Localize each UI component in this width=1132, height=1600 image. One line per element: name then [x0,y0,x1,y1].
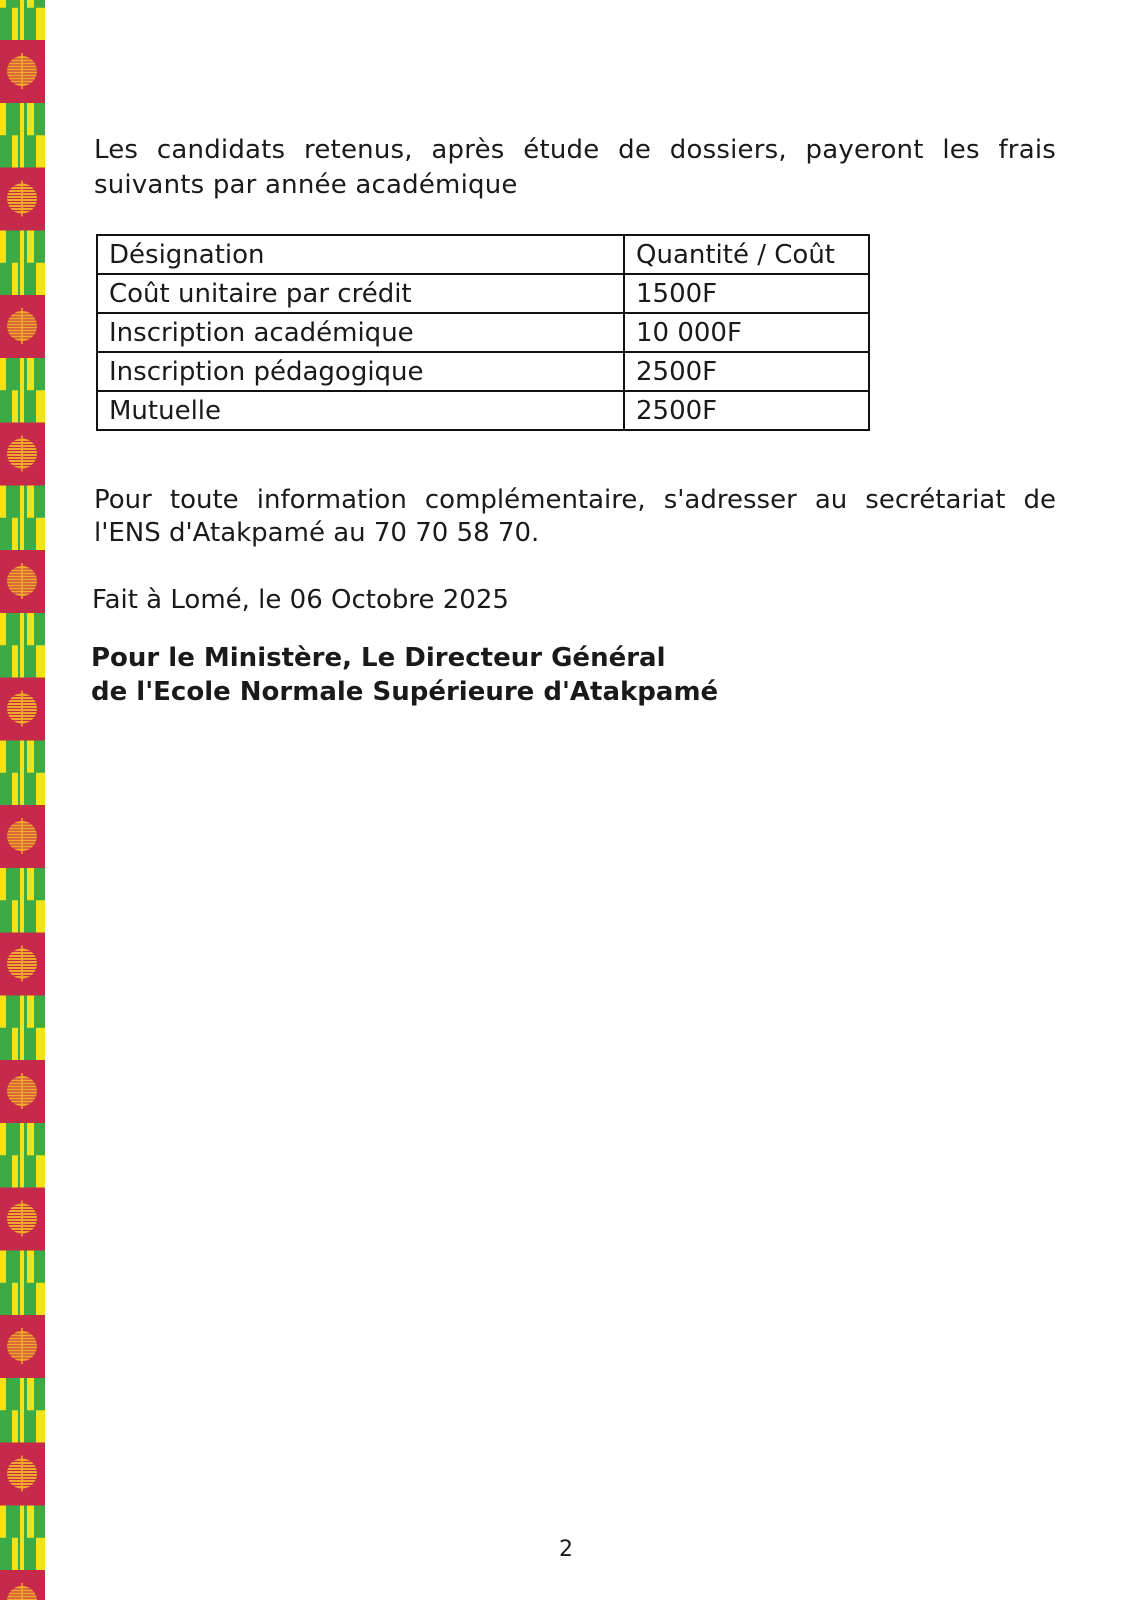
fee-amount: 10 000F [624,313,869,352]
fee-designation: Mutuelle [97,391,624,430]
table-row [97,352,869,391]
table-header-row [97,235,869,274]
fee-amount: 2500F [624,391,869,430]
column-header-designation: Désignation [97,235,624,274]
signature-line-1: Pour le Ministère, Le Directeur Général [91,643,666,673]
page-number: 2 [559,1537,573,1562]
fee-designation: Coût unitaire par crédit [97,274,624,313]
table-row [97,391,869,430]
place-and-date: Fait à Lomé, le 06 Octobre 2025 [92,585,509,615]
fees-intro-paragraph: Les candidats retenus, après étude de dossiers, payeront les frais suivants par année académique [94,135,1056,200]
contact-info-paragraph: Pour toute information complémentaire, s'adresser au secrétariat de l'ENS d'Atakpamé au 70 70 58 70. [94,485,1056,548]
fee-designation: Inscription pédagogique [97,352,624,391]
column-header-quantity-cost: Quantité / Coût [624,235,869,274]
table-row [97,274,869,313]
fees-table [96,234,870,431]
table-row [97,313,869,352]
fee-designation: Inscription académique [97,313,624,352]
fee-amount: 1500F [624,274,869,313]
fee-amount: 2500F [624,352,869,391]
signature-line-2: de l'Ecole Normale Supérieure d'Atakpamé [91,677,719,707]
signature-block [91,641,718,709]
